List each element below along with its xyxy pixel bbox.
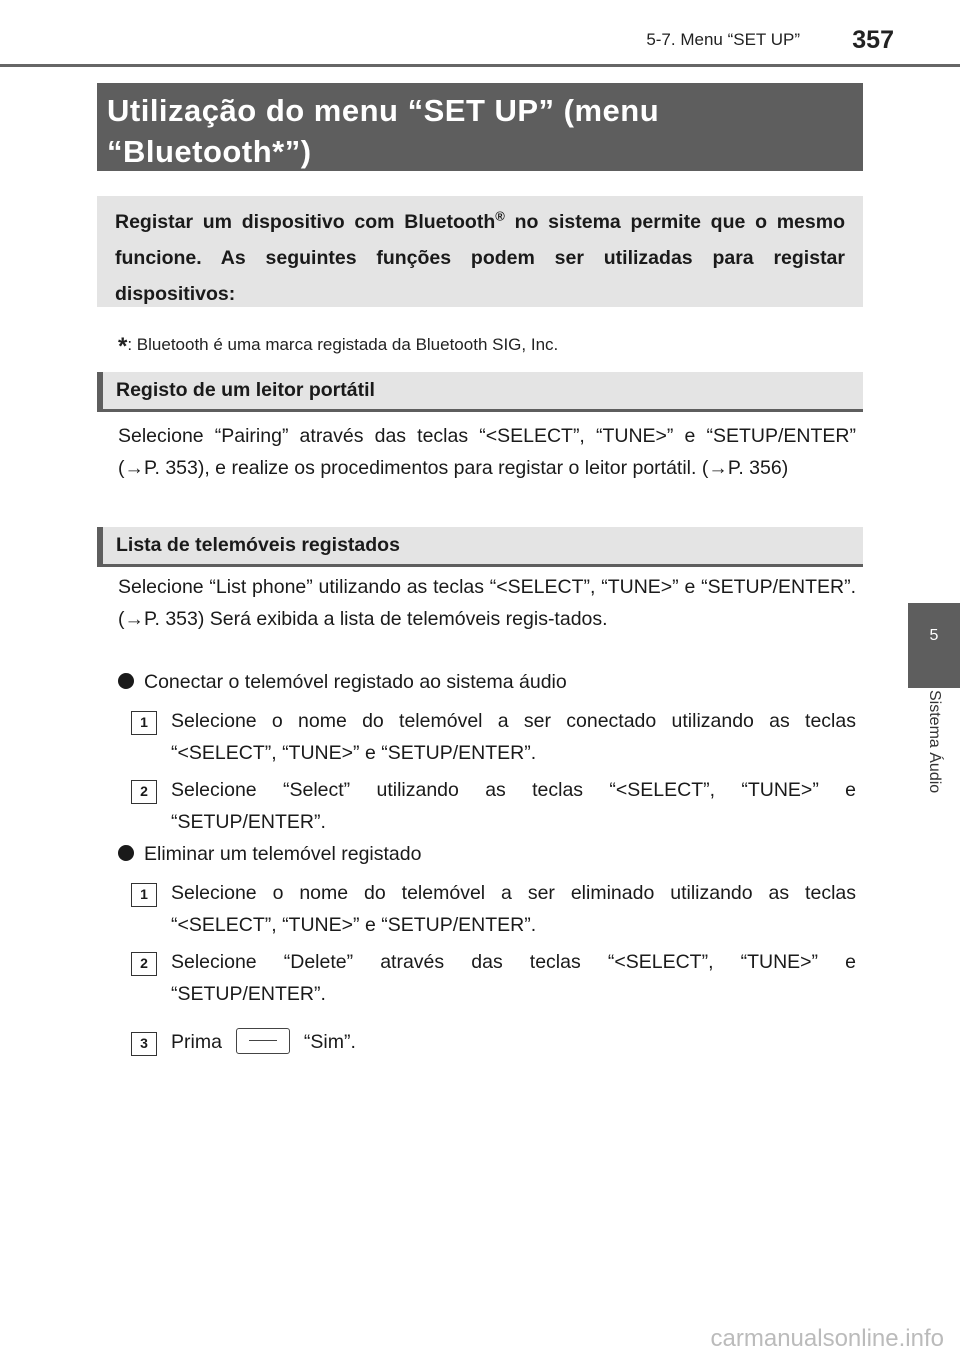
title-line-1: Utilização do menu “SET UP” (menu	[107, 93, 660, 128]
page-title	[97, 83, 863, 171]
section-heading-phones: Lista de telemóveis registados	[97, 527, 863, 567]
chapter-tab	[908, 603, 960, 688]
bullet-delete	[118, 843, 421, 866]
watermark: carmanualsonline.info	[710, 1325, 944, 1352]
bullet-icon	[118, 673, 134, 689]
section-portable-text: Selecione “Pairing” através das teclas “<SELECT”, “TUNE>” e “SETUP/ENTER” (→P. 353), e realize os procedimentos para registar o leitor portátil. (→P. 356)	[118, 425, 856, 479]
chapter-number: 5	[929, 627, 939, 644]
step-text	[171, 1027, 856, 1059]
intro-box	[97, 196, 863, 307]
step-text: Selecione o nome do telemóvel a ser eliminado utilizando as teclas “<SELECT”, “TUNE>” e “SETUP/ENTER”.	[171, 882, 856, 936]
step-text-before: Prima	[171, 1031, 222, 1053]
intro-text-b: no sistema permite que o mesmo funcione. As seguintes funções podem ser utilizadas para registar dispositivos:	[115, 211, 845, 305]
phone-button-icon	[236, 1028, 290, 1054]
step-number: 1	[131, 711, 157, 735]
chapter-name: Sistema Áudio	[926, 690, 943, 794]
step-number: 3	[131, 1032, 157, 1056]
step-text: Selecione “Select” utilizando as teclas “<SELECT”, “TUNE>” e “SETUP/ENTER”.	[171, 779, 856, 833]
footnote-text: : Bluetooth é uma marca registada da Bluetooth SIG, Inc.	[127, 335, 559, 354]
bullet-icon	[118, 845, 134, 861]
bullet-delete-label: Eliminar um telemóvel registado	[144, 843, 422, 865]
bullet-connect	[118, 671, 567, 694]
footnote-star: *	[118, 333, 128, 360]
step-text: Selecione “Delete” através das teclas “<SELECT”, “TUNE>” e “SETUP/ENTER”.	[171, 951, 856, 1005]
intro-text-a: Registar um dispositivo com Bluetooth	[115, 211, 496, 233]
step-text-after: “Sim”.	[303, 1031, 356, 1053]
step-text: Selecione o nome do telemóvel a ser conectado utilizando as teclas “<SELECT”, “TUNE>” e “SETUP/ENTER”.	[171, 710, 856, 764]
section-heading-portable: Registo de um leitor portátil	[97, 372, 863, 412]
chapter-label	[908, 690, 960, 840]
step-number: 2	[131, 780, 157, 804]
footnote	[118, 329, 559, 360]
bullet-connect-label: Conectar o telemóvel registado ao sistema áudio	[144, 671, 567, 693]
step-number: 2	[131, 952, 157, 976]
header-rule	[0, 64, 960, 67]
section-header: 5-7. Menu “SET UP”	[646, 30, 800, 49]
registered-mark: ®	[495, 208, 505, 224]
page-number: 357	[852, 26, 894, 54]
section-phones-text: Selecione “List phone” utilizando as teclas “<SELECT”, “TUNE>” e “SETUP/ENTER”. (→P. 353) Será exibida a lista de telemóveis regis-tados.	[118, 576, 856, 630]
title-line-2: “Bluetooth*”)	[107, 134, 312, 169]
step-number: 1	[131, 883, 157, 907]
